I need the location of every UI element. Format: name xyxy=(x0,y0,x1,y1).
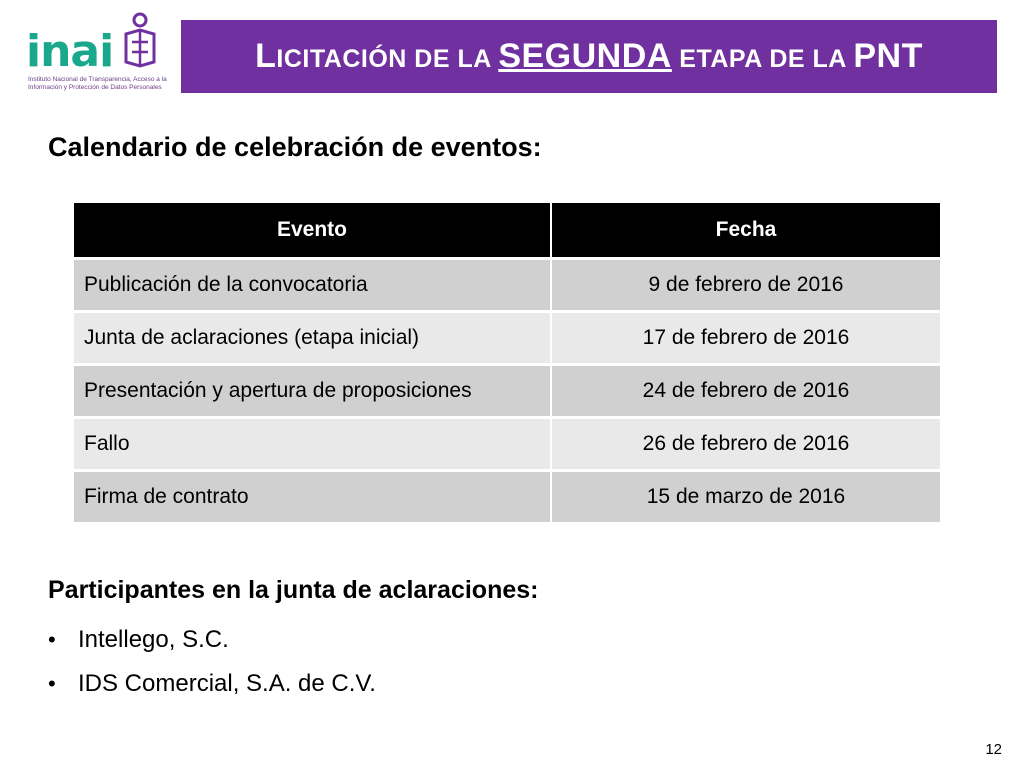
table-row xyxy=(74,472,940,522)
slide-title-bar xyxy=(181,20,997,93)
list-item: • Intellego, S.C. xyxy=(48,626,229,653)
logo-person-icon xyxy=(120,12,160,74)
cell-fecha: 9 de febrero de 2016 xyxy=(552,260,940,310)
title-emphasis: SEGUNDA xyxy=(498,37,672,75)
logo-subtitle: Instituto Nacional de Transparencia, Acceso a la Información y Protección de Datos Personales xyxy=(28,76,167,91)
cell-fecha: 15 de marzo de 2016 xyxy=(552,472,940,522)
inai-logo xyxy=(18,12,168,98)
cell-evento: Junta de aclaraciones (etapa inicial) xyxy=(74,313,550,363)
events-table xyxy=(72,200,942,525)
table-row xyxy=(74,313,940,363)
participants-heading: Participantes en la junta de aclaraciones: xyxy=(48,576,539,604)
slide-title: LICITACIÓN DE LA SEGUNDA ETAPA DE LA PNT xyxy=(255,37,923,75)
column-header-fecha: Fecha xyxy=(552,203,940,257)
cell-evento: Presentación y apertura de proposiciones xyxy=(74,366,550,416)
cell-fecha: 17 de febrero de 2016 xyxy=(552,313,940,363)
cell-evento: Firma de contrato xyxy=(74,472,550,522)
table-row xyxy=(74,419,940,469)
table-row xyxy=(74,366,940,416)
cell-evento: Fallo xyxy=(74,419,550,469)
bullet-icon: • xyxy=(48,671,56,696)
table-row xyxy=(74,260,940,310)
participants-list xyxy=(48,618,376,706)
bullet-icon: • xyxy=(48,627,56,652)
table-header-row xyxy=(74,203,940,257)
cell-fecha: 26 de febrero de 2016 xyxy=(552,419,940,469)
list-item: • IDS Comercial, S.A. de C.V. xyxy=(48,670,376,697)
column-header-evento: Evento xyxy=(74,203,550,257)
cell-evento: Publicación de la convocatoria xyxy=(74,260,550,310)
calendar-heading: Calendario de celebración de eventos: xyxy=(48,132,542,162)
cell-fecha: 24 de febrero de 2016 xyxy=(552,366,940,416)
page-number: 12 xyxy=(985,741,1002,758)
logo-wordmark: inai xyxy=(26,26,114,77)
